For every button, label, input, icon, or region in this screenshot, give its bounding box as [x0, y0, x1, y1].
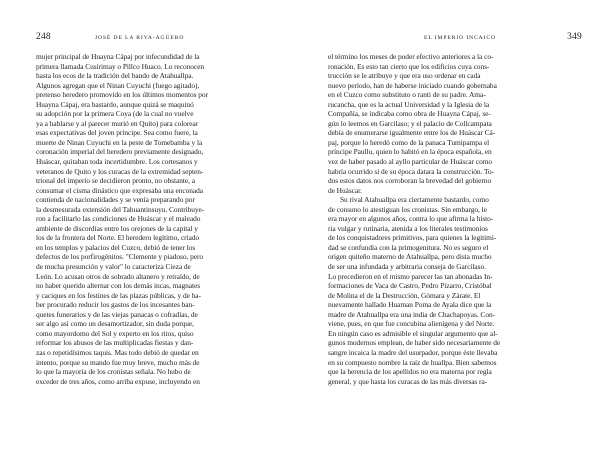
text-line: en los templos y palacios del Cuzco, debió de tener los — [36, 242, 196, 252]
text-line: su adopción por la primera Coya (de la cual no vuelve — [36, 109, 194, 119]
left-page-text — [36, 52, 286, 386]
text-line: los de la frontera del Norte. El heredero legítimo, criado — [36, 233, 200, 243]
text-line: de consuno lo atestiguan los cronistas. Sin embargo, le — [328, 204, 487, 214]
text-line: gunos modernos emplean, de haber sido necesariamente de — [328, 338, 501, 348]
text-line: la desmesurada extensión del Tahuantinsuyu. Contribuye- — [36, 204, 205, 214]
text-line: contienda de nacionalidades y se venía preparando por — [36, 195, 195, 205]
text-line: el término los meses de poder efectivo anteriores a la co- — [328, 52, 494, 61]
text-line: Algunos agregan que el Ninan Cuyuchi (fuego agitado), — [36, 80, 200, 90]
text-line: de Huáscar. — [328, 185, 362, 195]
text-line: Huáscar, quitaban toda incertidumbre. Los cortesanos y — [36, 157, 198, 167]
text-line: hasta los ecos de la tradición del bando de Atahuallpa. — [36, 71, 194, 81]
text-line: dad se confundía con la primogenitura. No es seguro el — [328, 242, 489, 252]
text-line: origen quiteño materno de Atahuallpa, pero dista mucho — [328, 252, 492, 262]
text-line: ron a facilitarlo las condiciones de Huáscar y el maleado — [36, 214, 201, 224]
text-line: viene, pues, en que fue concubina alienígena y del Norte. — [328, 319, 495, 329]
text-line: mujer principal de Huayna Cápaj por infecundidad de la — [36, 52, 200, 61]
text-line: reformar los abusos de las multiplicadas fiestas y dan- — [36, 338, 194, 348]
text-line: Compañía, se indicaba como obra de Huayna Cápaj, se- — [328, 109, 491, 119]
text-line: defectos de los porfirogénitos. "Clemente y piadoso, pero — [36, 252, 204, 262]
text-line: de ser una infundada y arbitraria conseja de Garcilaso. — [328, 262, 486, 272]
left-page-number: 248 — [36, 32, 51, 42]
text-line: formaciones de Vaca de Castro, Pedro Pizarro, Cristóbal — [328, 281, 492, 291]
text-line: de mucha presunción y valor" lo caracteriza Cieza de — [36, 262, 191, 272]
text-line: general, y que hasta los curacas de las más diversas ra- — [328, 376, 488, 386]
text-line: príncipe Paullu, quien lo habitó en la época española, en — [328, 147, 492, 157]
text-line: y caciques en los festines de las plazas públicas, y de ha- — [36, 290, 201, 300]
text-line: ronación. Es esto tan cierto que los edificios cuya cons- — [328, 61, 490, 71]
text-line: intento, porque su mando fue muy breve, mucho más de — [36, 357, 200, 367]
text-line: debía de enumerarse igualmente entre los de Huáscar Cá- — [328, 128, 496, 138]
text-line: en el Cuzco como substituto o ranti de su padre. Ama- — [328, 90, 486, 100]
left-running-head — [36, 32, 286, 44]
text-line: de Molina el de la Destrucción, Gómara y Zárate. El — [328, 290, 481, 300]
left-header-title: JOSÉ DE LA RIVA-AGÜERO — [94, 35, 185, 41]
text-line: Su rival Atahuallpa era ciertamente bastardo, como — [340, 195, 489, 205]
text-line: Huayna Cápaj, era bastardo, aunque quizá se maquinó — [36, 99, 194, 109]
text-line: gún lo leemos en Garcilaso; y el palacio de Collcampata — [328, 118, 492, 128]
text-line: ya a hablarse y al parecer murió en Quito) para colorear — [36, 118, 199, 128]
text-line: pretenso heredero promovido en los últimos momentos por — [36, 90, 208, 100]
text-line: era mayor en algunos años, contra lo que afirma la histo- — [328, 214, 494, 224]
right-page-text — [328, 52, 582, 386]
right-running-head — [328, 32, 582, 44]
text-line: exceder de tres años, como arriba expuse, incluyendo en — [36, 376, 200, 386]
right-header-title: EL IMPERIO INCAICO — [424, 35, 496, 41]
text-line: vez de haber pasado al ayllo particular de Huáscar como — [328, 157, 493, 167]
text-line: nuevamente hallado Huaman Poma de Ayala dice que la — [328, 300, 492, 310]
text-line: primera llamada Cusirimay o Pillco Huaco. Lo reconocen — [36, 61, 205, 71]
text-line: trional del imperio se decidieron pronto, no obstante, a — [36, 176, 195, 186]
text-line: habría ocurrido si de su época datara la construcción. To- — [328, 166, 494, 176]
text-line: quetes funerarios y de las viejas panacas o cofradías, de — [36, 309, 198, 319]
text-line: rucancha, que es la actual Universidad y la Iglesia de la — [328, 99, 490, 109]
text-line: madre de Atahuallpa era una india de Chachapoyas. Con- — [328, 309, 496, 319]
text-line: coronación imperial del heredero previamente designado, — [36, 147, 204, 157]
text-line: sangre incaica la madre del usurpador, porque éste llevaba — [328, 347, 498, 357]
text-line: veteranos de Quito y los curacas de la extremidad septen- — [36, 166, 204, 176]
text-line: En ningún caso es admisible el singular argumento que al- — [328, 328, 498, 338]
text-line: zas o repetidísimos taquis. Mas todo debió de quedar en — [36, 347, 199, 357]
text-line: Lo precedieron en el mismo parecer las tan abonadas In- — [328, 271, 493, 281]
right-page — [300, 0, 600, 458]
text-line: no haber querido alternar con los demás incas, magnates — [36, 281, 201, 291]
text-line: trucción se le atribuye y que era uso ordenar en cada — [328, 71, 481, 81]
text-line: lo que la mayoría de los cronistas señala. No hubo de — [36, 367, 191, 377]
text-line: nuevo período, han de haberse iniciado cuando gobernaba — [328, 80, 497, 90]
text-line: ambiente de discordias entre los orejones de la capital y — [36, 223, 198, 233]
text-line: esas expectativas del joven príncipe. Sea como fuere, la — [36, 128, 198, 138]
right-page-number: 349 — [567, 32, 582, 42]
text-line: paj, porque lo heredó como de la panaca Tumipampa el — [328, 137, 490, 147]
text-line: en su compuesto nombre la raíz de huallpa. Bien sabemos — [328, 357, 497, 367]
text-line: León. Lo acusan otros de sobrado altanero y retraído, de — [36, 271, 200, 281]
text-line: ria vulgar y rutinaria, atenida a los literales testimonios — [328, 223, 488, 233]
text-line: como mayordomo del Sol y experto en los ritos, quiso — [36, 328, 194, 338]
text-line: de los conquistadores primitivos, para quienes la legitimi- — [328, 233, 497, 243]
text-line: dos estos datos nos corroboran la brevedad del gobierno — [328, 176, 492, 186]
text-line: ber procurado reducir los gastos de los incesantes ban- — [36, 300, 195, 310]
text-line: muerte de Ninan Cuyuchi en la peste de Tomebamba y la — [36, 137, 203, 147]
text-line: consumar el cisma dinástico que expresaba una enconada — [36, 185, 204, 195]
text-line: que la herencia de los apellidos no era materna por regla — [328, 367, 492, 377]
text-line: ser algo así como un desamortizador, sin duda porque, — [36, 319, 194, 329]
